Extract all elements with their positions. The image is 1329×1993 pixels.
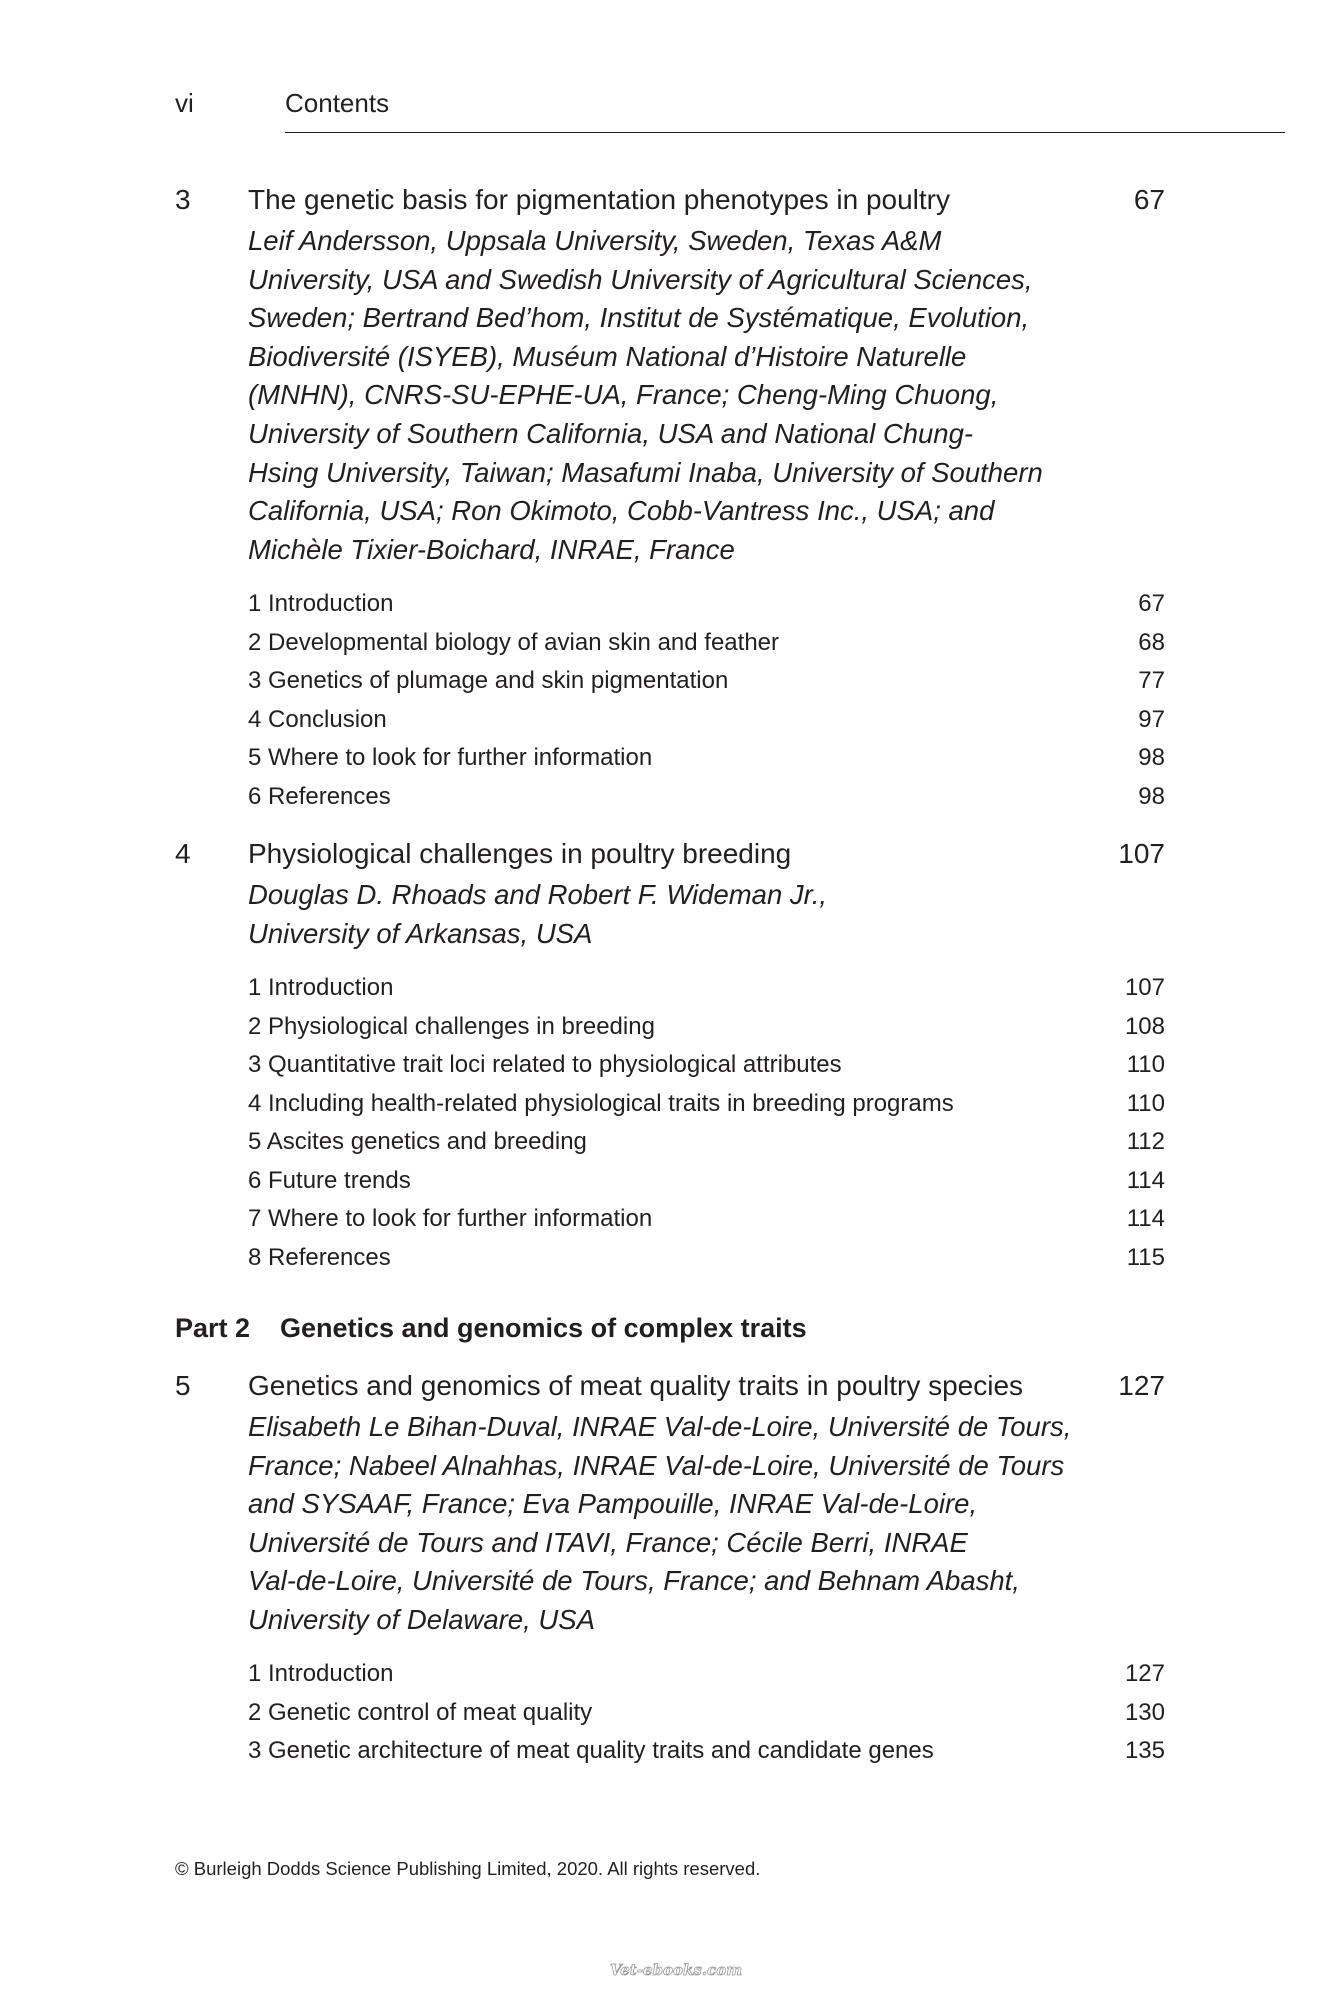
chapter-number: 5: [175, 1370, 191, 1401]
author-line: and SYSAAF, France; Eva Pampouille, INRAE Val-de-Loire,: [248, 1488, 978, 1520]
section-page: 135: [1124, 1737, 1165, 1764]
section-label: 2 Genetic control of meat quality: [248, 1698, 593, 1726]
section-label: 6 References: [248, 782, 391, 810]
chapter-page: 127: [1118, 1370, 1165, 1401]
author-line: Biodiversité (ISYEB), Muséum National d’Histoire Naturelle: [248, 340, 967, 372]
section-label: 1 Introduction: [248, 590, 394, 617]
section-page: 97: [1138, 705, 1165, 733]
section-label: 5 Ascites genetics and breeding: [248, 1128, 587, 1155]
section-entry[interactable]: [248, 783, 1165, 822]
section-page: 110: [1126, 1089, 1165, 1117]
section-label: 5 Where to look for further information: [248, 744, 653, 771]
chapter-number: 3: [175, 184, 191, 215]
chapter-authors: [248, 222, 1043, 569]
section-entry[interactable]: [248, 1128, 1165, 1167]
running-title: Contents: [285, 88, 390, 118]
part-label: Part 2: [175, 1313, 251, 1343]
section-label: 6 Future trends: [248, 1166, 411, 1194]
chapter-number: 4: [175, 838, 191, 869]
chapter-sections: [248, 974, 1165, 1282]
chapter-authors: [248, 876, 827, 953]
section-entry[interactable]: [248, 1737, 1165, 1776]
header-rule: [285, 132, 1285, 133]
section-label: 7 Where to look for further information: [248, 1205, 653, 1232]
section-label: 2 Physiological challenges in breeding: [248, 1012, 655, 1040]
author-line: Leif Andersson, Uppsala University, Sweden, Texas A&M: [248, 225, 942, 256]
section-entry[interactable]: [248, 590, 1165, 629]
section-label: 2 Developmental biology of avian skin and feather: [248, 628, 779, 656]
section-entry[interactable]: [248, 629, 1165, 668]
section-page: 114: [1126, 1205, 1165, 1232]
section-label: 3 Genetics of plumage and skin pigmentation: [248, 667, 729, 694]
section-label: 8 References: [248, 1243, 391, 1271]
watermark-logo: [608, 1955, 748, 1983]
author-line: Michèle Tixier-Boichard, INRAE, France: [248, 533, 735, 565]
section-entry[interactable]: [248, 667, 1165, 706]
chapter-title[interactable]: Physiological challenges in poultry breeding: [248, 838, 792, 869]
author-line: Université de Tours and ITAVI, France; Cécile Berri, INRAE: [248, 1526, 968, 1558]
section-entry[interactable]: [248, 706, 1165, 745]
section-page: 115: [1126, 1243, 1165, 1271]
author-line: Val-de-Loire, Université de Tours, France; and Behnam Abasht,: [248, 1565, 1020, 1597]
chapter-page: 67: [1133, 184, 1165, 215]
author-line: (MNHN), CNRS-SU-EPHE-UA, France; Cheng-Ming Chuong,: [248, 379, 999, 411]
section-entry[interactable]: [248, 1660, 1165, 1699]
section-label: 1 Introduction: [248, 974, 394, 1001]
section-label: 3 Quantitative trait loci related to physiological attributes: [248, 1051, 842, 1078]
section-page: 67: [1138, 590, 1165, 617]
chapter-sections: [248, 590, 1165, 821]
author-line: Douglas D. Rhoads and Robert F. Wideman Jr.,: [248, 879, 828, 910]
part-title[interactable]: Genetics and genomics of complex traits: [280, 1313, 807, 1343]
section-label: 4 Conclusion: [248, 705, 387, 733]
section-page: 112: [1126, 1128, 1165, 1155]
author-line: Sweden; Bertrand Bed’hom, Institut de Systématique, Evolution,: [248, 302, 1030, 334]
section-entry[interactable]: [248, 1167, 1165, 1206]
watermark-text: Vet-ebooks.com: [610, 1961, 743, 1979]
chapter-title[interactable]: The genetic basis for pigmentation phenotypes in poultry: [248, 184, 950, 215]
section-label: 3 Genetic architecture of meat quality traits and candidate genes: [248, 1737, 934, 1764]
chapter-authors: [248, 1408, 1071, 1640]
section-label: 4 Including health-related physiological traits in breeding programs: [248, 1089, 954, 1117]
copyright-footer: © Burleigh Dodds Science Publishing Limited, 2020. All rights reserved.: [175, 1858, 761, 1879]
section-page: 130: [1124, 1698, 1165, 1726]
section-page: 68: [1138, 628, 1165, 656]
section-page: 98: [1138, 744, 1165, 771]
chapter-title[interactable]: Genetics and genomics of meat quality traits in poultry species: [248, 1370, 1024, 1401]
section-page: 114: [1126, 1166, 1165, 1194]
chapter-page: 107: [1118, 838, 1165, 869]
chapter-sections: [248, 1660, 1165, 1776]
page-header: [175, 88, 1165, 134]
author-line: Hsing University, Taiwan; Masafumi Inaba, University of Southern: [248, 456, 1043, 488]
section-page: 98: [1138, 782, 1165, 810]
section-entry[interactable]: [248, 1013, 1165, 1052]
author-line: University of Delaware, USA: [248, 1603, 595, 1635]
section-page: 108: [1124, 1012, 1165, 1040]
section-entry[interactable]: [248, 1244, 1165, 1283]
section-entry[interactable]: [248, 1090, 1165, 1129]
section-entry[interactable]: [248, 744, 1165, 783]
author-line: Elisabeth Le Bihan-Duval, INRAE Val-de-Loire, Université de Tours,: [248, 1411, 1072, 1442]
author-line: University, USA and Swedish University of Agricultural Sciences,: [248, 263, 1033, 295]
author-line: University of Arkansas, USA: [248, 917, 593, 949]
section-page: 107: [1124, 974, 1165, 1001]
author-line: University of Southern California, USA and National Chung-: [248, 417, 974, 449]
section-entry[interactable]: [248, 1699, 1165, 1738]
author-line: France; Nabeel Alnahhas, INRAE Val-de-Loire, Université de Tours: [248, 1449, 1065, 1481]
section-label: 1 Introduction: [248, 1660, 394, 1687]
page-folio: vi: [175, 88, 194, 118]
section-page: 77: [1138, 667, 1165, 694]
section-page: 110: [1126, 1051, 1165, 1078]
author-line: California, USA; Ron Okimoto, Cobb-Vantress Inc., USA; and: [248, 495, 995, 527]
section-page: 127: [1124, 1660, 1165, 1687]
section-entry[interactable]: [248, 974, 1165, 1013]
section-entry[interactable]: [248, 1051, 1165, 1090]
section-entry[interactable]: [248, 1205, 1165, 1244]
